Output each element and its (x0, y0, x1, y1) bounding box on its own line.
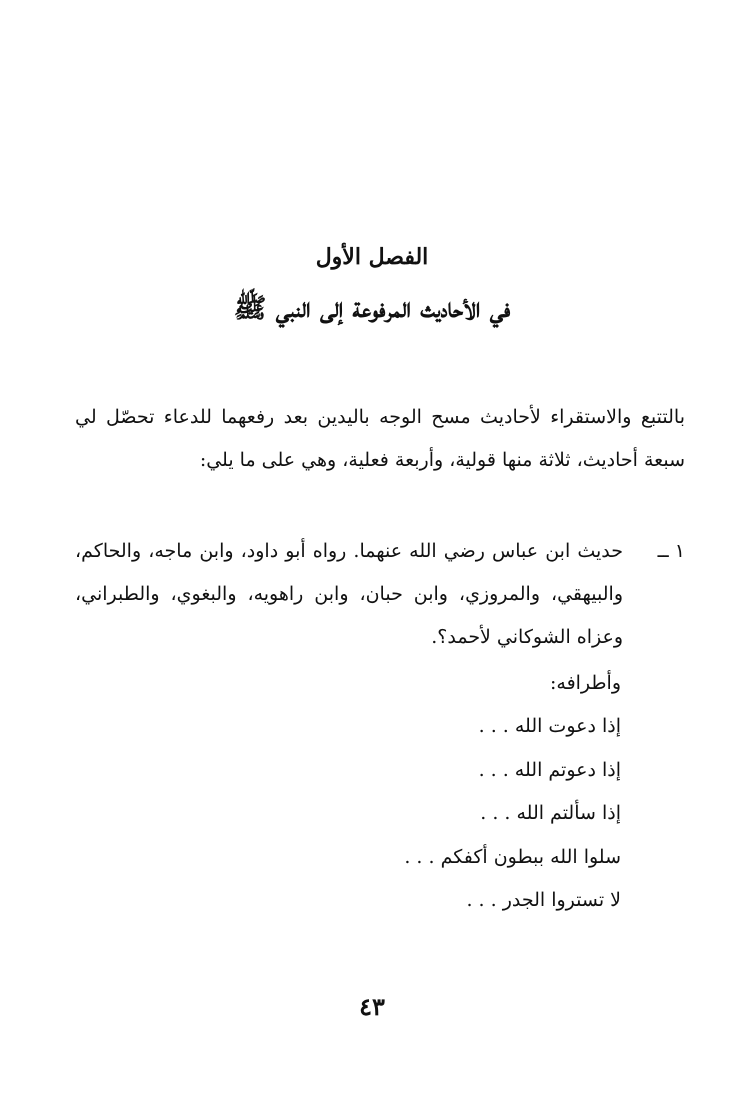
hadith-end-line: إذا دعوت الله . . . (478, 715, 621, 737)
chapter-subtitle: في الأحاديث المرفوعة إلى النبي ﷺ (233, 293, 511, 324)
hadith-item (75, 530, 685, 659)
hadith-end-line: لا تستروا الجدر . . . (466, 889, 621, 911)
hadith-ends-label: وأطرافه: (549, 672, 621, 694)
hadith-ends-list (221, 705, 621, 923)
hadith-end-line: إذا سألتم الله . . . (480, 802, 621, 824)
hadith-item-number: ١ ــ (657, 540, 685, 562)
hadith-end-line: إذا دعوتم الله . . . (478, 758, 621, 781)
intro-paragraph: بالتتبع والاستقراء لأحاديث مسح الوجه باليدين بعد رفعهما للدعاء تحصّل لي سبعة أحاديث، ثلاثة منها قولية، وأربعة فعلية، وهي على ما يلي: (75, 406, 685, 471)
chapter-title: الفصل الأول (315, 244, 429, 270)
page-number: ٤٣ (359, 992, 385, 1021)
hadith-end-line: سلوا الله ببطون أكفكم . . . (404, 845, 621, 868)
hadith-item-text: حديث ابن عباس رضي الله عنهما. رواه أبو داود، وابن ماجه، والحاكم، والبيهقي، والمروزي، وابن حبان، وابن راهويه، والبغوي، والطبراني، وعزاه الشوكاني لأحمد؟. (75, 540, 623, 648)
